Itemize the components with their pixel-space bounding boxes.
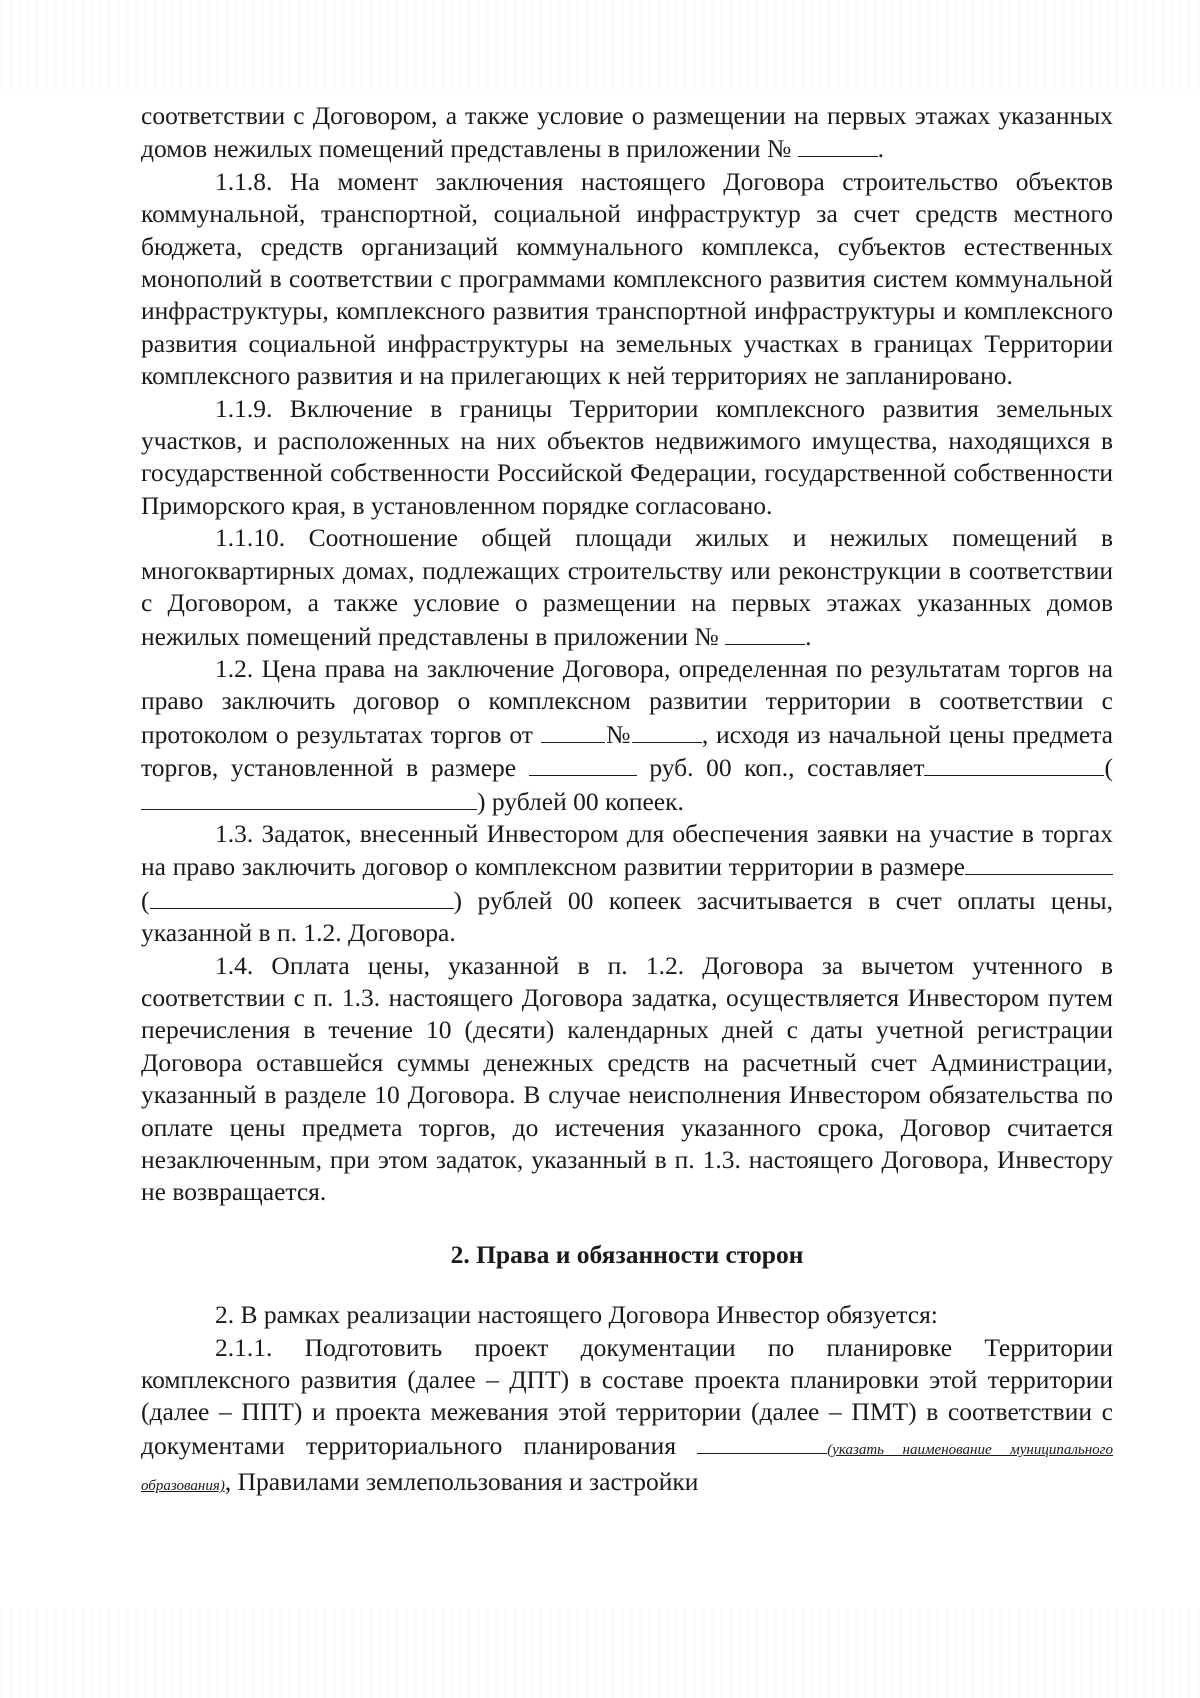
paragraph-1-1-10-text: 1.1.10. Соотношение общей площади жилых и нежилых помещений в многоквартирных домах, подлежащих строительству или реконструкции в соответствии с Договором, а также условие о размещении на первых этажах указанных домов нежилых помещений представлены в приложении № [141, 523, 1113, 651]
paragraph-1-2-text-c: руб. 00 коп., составляет [636, 753, 925, 783]
planning-document-blank [697, 1429, 827, 1454]
paragraph-2-1-1-text-a: 2.1.1. Подготовить проект документации по планировке Территории комплексного развития (далее – ДПТ) в составе проекта планировки этой территории (далее – ППТ) и проекта межевания этой территории (далее – ПМТ) в соответствии с документами территориального планирования [141, 1332, 1113, 1460]
paragraph-2-1-1-text-b: , Правилами землепользования и застройки [224, 1467, 699, 1497]
paragraph-1-1-9: 1.1.9. Включение в границы Территории комплексного развития земельных участков, и расположенных на них объектов недвижимого имущества, находящихся в государственной собственности Российской Федерации, государственной собственности Приморского края, в установленном порядке согласовано. [141, 393, 1113, 520]
municipality-hint: (указать наименование муниципального образования) [141, 1441, 1113, 1495]
document-body [141, 100, 1113, 1503]
paragraph-1-2 [141, 653, 1113, 818]
paragraph-1-1-10-end: . [805, 621, 812, 651]
appendix-number-blank [798, 132, 878, 157]
paragraph-1-3-text-b: ( [141, 885, 150, 915]
paragraph-1-2-text-a: 1.2. Цена права на заключение Договора, определенная по результатам торгов на право заключить договор о комплексном развитии территории в соответствии с протоколом о результатах торгов от [141, 653, 1113, 749]
number-sign: № [604, 719, 632, 749]
scan-noise-bottom [0, 1608, 1200, 1698]
price-words-blank [141, 785, 477, 810]
paragraph-1-3-text-c: ) рублей 00 копеек засчитывается в счет оплаты цены, указанной в п. 1.2. Договора. [141, 885, 1113, 948]
section-heading: 2. Права и обязанности сторон [450, 1239, 804, 1269]
initial-price-blank [529, 751, 637, 776]
paragraph-1-2-text-b: , исходя из начальной цены предмета торгов, установленной в размере [141, 719, 1113, 783]
price-amount-blank [924, 751, 1104, 776]
paragraph-1-3-text-a: 1.3. Задаток, внесенный Инвестором для обеспечения заявки на участие в торгах на право заключить договор о комплексном развитии территории в размере [141, 818, 1113, 882]
paragraph-1-2-text-d: ( [1104, 753, 1113, 783]
appendix-number-blank-2 [725, 620, 805, 645]
protocol-date-blank [541, 718, 605, 743]
scan-noise-top [0, 0, 1200, 90]
paragraph-1-1-10 [141, 522, 1113, 653]
paragraph-1-1-8: 1.1.8. На момент заключения настоящего Договора строительство объектов коммунальной, транспортной, социальной инфраструктур за счет средств местного бюджета, средств организаций коммунального комплекса, субъектов естественных монополий в соответствии с программами комплексного развития систем коммунальной инфраструктуры, комплексного развития транспортной инфраструктуры и комплексного развития социальной инфраструктуры на земельных участках в границах Территории комплексного развития и на прилегающих к ней территориях не запланировано. [141, 166, 1113, 391]
paragraph-1-4: 1.4. Оплата цены, указанной в п. 1.2. Договора за вычетом учтенного в соответствии с п. 1.3. настоящего Договора задатка, осуществляется Инвестором путем перечисления в течение 10 (десяти) календарных дней с даты учетной регистрации Договора оставшейся суммы денежных средств на расчетный счет Администрации, указанный в разделе 10 Договора. В случае неисполнения Инвестором обязательства по оплате цены предмета торгов, до истечения указанного срока, Договор считается незаключенным, при этом задаток, указанный в п. 1.3. настоящего Договора, Инвестору не возвращается. [141, 950, 1113, 1207]
paragraph-1-2-text-e: ) рублей 00 копеек. [477, 786, 684, 816]
paragraph-2-1-1 [141, 1332, 1113, 1503]
paragraph-intro [141, 100, 1113, 166]
paragraph-1-3 [141, 818, 1113, 950]
deposit-amount-blank [965, 850, 1113, 875]
protocol-number-blank [632, 718, 702, 743]
deposit-words-blank [150, 884, 454, 909]
paragraph-2: 2. В рамках реализации настоящего Договора Инвестор обязуется: [215, 1300, 938, 1330]
paragraph-intro-text: соответствии с Договором, а также условие о размещении на первых этажах указанных домов нежилых помещений представлены в приложении № [141, 101, 1113, 164]
paragraph-intro-end: . [877, 134, 885, 164]
